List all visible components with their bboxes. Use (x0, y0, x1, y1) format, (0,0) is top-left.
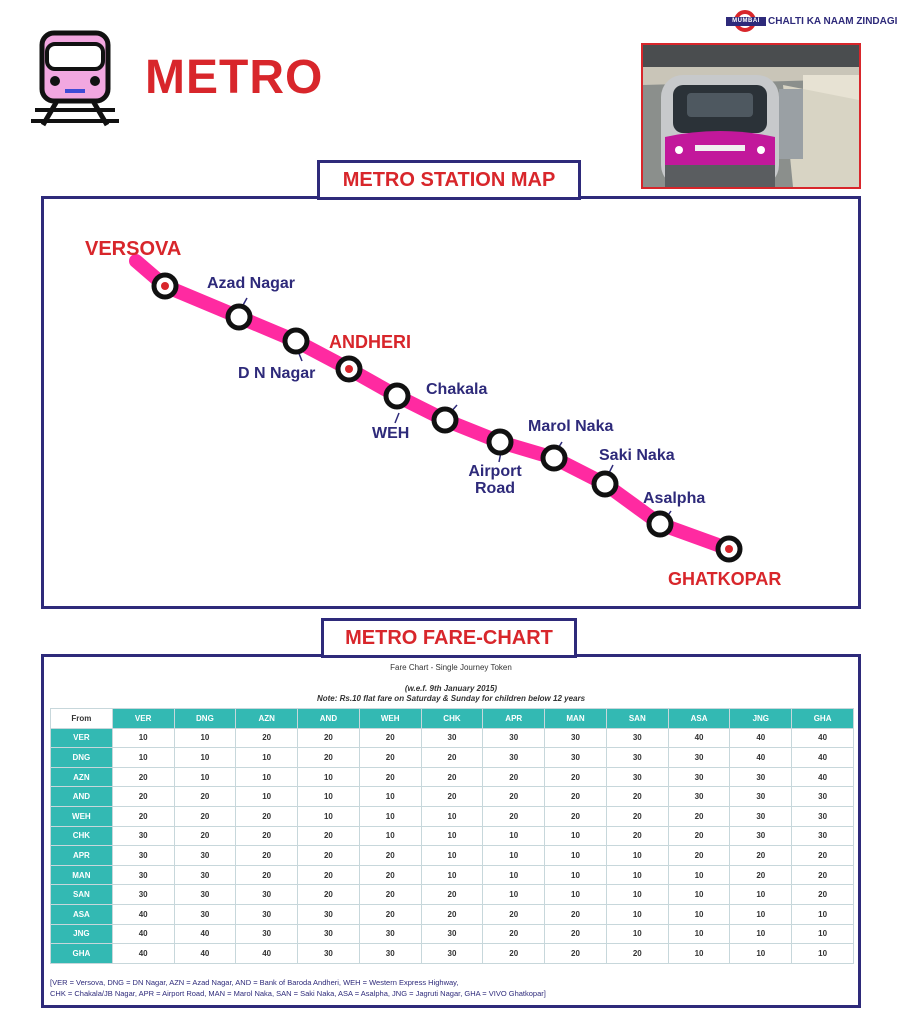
fare-cell: 20 (668, 846, 730, 866)
fare-cell: 20 (236, 865, 298, 885)
fare-cell: 30 (174, 885, 236, 905)
station-dot-andheri (338, 358, 360, 380)
table-row (51, 924, 854, 944)
fare-cell: 20 (298, 826, 360, 846)
fare-cell: 30 (792, 806, 854, 826)
fare-corner-label: From (51, 709, 113, 729)
fare-cell: 30 (236, 885, 298, 905)
fare-row-header: MAN (51, 865, 113, 885)
fare-row-header: ASA (51, 904, 113, 924)
fare-cell: 20 (545, 924, 607, 944)
fare-cell: 10 (668, 885, 730, 905)
fare-cell: 10 (606, 846, 668, 866)
fare-cell: 10 (298, 806, 360, 826)
station-code-legend (50, 977, 546, 999)
fare-cell: 20 (359, 748, 421, 768)
brand-badge: MUMBAI (726, 17, 766, 26)
fare-cell: 30 (298, 924, 360, 944)
fare-column-header: SAN (606, 709, 668, 729)
fare-cell: 20 (792, 865, 854, 885)
fare-cell: 30 (483, 748, 545, 768)
station-label-versova: VERSOVA (85, 238, 182, 260)
fare-cell: 10 (792, 924, 854, 944)
table-row (51, 787, 854, 807)
station-label-azad-nagar: Azad Nagar (207, 275, 296, 292)
metro-train-icon (27, 30, 123, 128)
fare-cell: 30 (236, 904, 298, 924)
fare-cell: 10 (421, 846, 483, 866)
fare-cell: 20 (668, 806, 730, 826)
fare-cell: 20 (421, 904, 483, 924)
fare-cell: 30 (421, 944, 483, 964)
fare-cell: 40 (792, 728, 854, 748)
fare-cell: 30 (359, 924, 421, 944)
fare-cell: 20 (298, 846, 360, 866)
fare-cell: 20 (298, 885, 360, 905)
fare-cell: 10 (359, 806, 421, 826)
table-row (51, 865, 854, 885)
station-map-title: METRO STATION MAP (317, 160, 581, 200)
fare-cell: 30 (421, 728, 483, 748)
fare-cell: 30 (112, 865, 174, 885)
table-row (51, 904, 854, 924)
fare-cell: 20 (298, 748, 360, 768)
table-row (51, 728, 854, 748)
fare-chart-heading: Fare Chart - Single Journey Token (390, 663, 512, 672)
fare-cell: 10 (606, 865, 668, 885)
fare-column-header: MAN (545, 709, 607, 729)
fare-column-header: ASA (668, 709, 730, 729)
fare-cell: 20 (359, 846, 421, 866)
fare-cell: 10 (545, 846, 607, 866)
fare-cell: 10 (236, 787, 298, 807)
fare-cell: 10 (112, 748, 174, 768)
fare-cell: 10 (236, 748, 298, 768)
fare-cell: 20 (298, 865, 360, 885)
legend-line: [VER = Versova, DNG = DN Nagar, AZN = Azad Nagar, AND = Bank of Baroda Andheri, WEH = Western Express Highway, (50, 978, 459, 987)
fare-cell: 30 (359, 944, 421, 964)
fare-cell: 30 (730, 806, 792, 826)
table-row (51, 826, 854, 846)
fare-cell: 40 (174, 924, 236, 944)
fare-cell: 20 (112, 767, 174, 787)
fare-column-header: GHA (792, 709, 854, 729)
fare-cell: 10 (174, 728, 236, 748)
fare-cell: 20 (174, 787, 236, 807)
station-label-chakala: Chakala (426, 381, 488, 398)
brand-logo (726, 10, 896, 36)
fare-cell: 40 (730, 728, 792, 748)
fare-row-header: WEH (51, 806, 113, 826)
station-label-ghatkopar: GHATKOPAR (668, 569, 782, 589)
fare-cell: 20 (545, 806, 607, 826)
fare-cell: 20 (483, 787, 545, 807)
fare-cell: 10 (483, 885, 545, 905)
fare-cell: 20 (483, 944, 545, 964)
fare-cell: 20 (606, 806, 668, 826)
fare-cell: 30 (421, 924, 483, 944)
fare-cell: 20 (359, 885, 421, 905)
fare-row-header: GHA (51, 944, 113, 964)
fare-cell: 20 (298, 728, 360, 748)
fare-cell: 40 (668, 728, 730, 748)
fare-row-header: CHK (51, 826, 113, 846)
fare-cell: 10 (174, 767, 236, 787)
fare-cell: 20 (112, 806, 174, 826)
fare-cell: 20 (236, 806, 298, 826)
fare-column-header: JNG (730, 709, 792, 729)
fare-cell: 30 (174, 846, 236, 866)
fare-cell: 20 (792, 846, 854, 866)
fare-cell: 10 (483, 846, 545, 866)
fare-cell: 30 (545, 748, 607, 768)
fare-cell: 10 (730, 924, 792, 944)
fare-cell: 10 (421, 806, 483, 826)
fare-cell: 30 (298, 904, 360, 924)
legend-line: CHK = Chakala/JB Nagar, APR = Airport Road, MAN = Marol Naka, SAN = Saki Naka, ASA = Asalpha, JNG = Jagruti Nagar, GHA = VIVO Ghatkopar] (50, 989, 546, 998)
fare-cell: 30 (606, 728, 668, 748)
fare-cell: 30 (174, 904, 236, 924)
table-row (51, 846, 854, 866)
fare-note: Note: Rs.10 flat fare on Saturday & Sunday for children below 12 years (316, 694, 586, 703)
fare-effective-date: (w.e.f. 9th January 2015) (404, 684, 498, 693)
fare-chart-title: METRO FARE-CHART (321, 618, 577, 658)
fare-cell: 20 (792, 885, 854, 905)
fare-cell: 10 (421, 826, 483, 846)
fare-cell: 10 (545, 826, 607, 846)
fare-cell: 20 (545, 944, 607, 964)
fare-cell: 30 (792, 787, 854, 807)
fare-cell: 30 (792, 826, 854, 846)
fare-cell: 10 (236, 767, 298, 787)
fare-cell: 20 (545, 787, 607, 807)
station-label-marol-naka: Marol Naka (528, 418, 614, 435)
fare-cell: 10 (359, 787, 421, 807)
fare-cell: 10 (730, 944, 792, 964)
fare-cell: 20 (606, 944, 668, 964)
fare-cell: 30 (483, 728, 545, 748)
fare-cell: 20 (359, 767, 421, 787)
fare-cell: 30 (668, 787, 730, 807)
fare-column-header: CHK (421, 709, 483, 729)
fare-cell: 20 (545, 904, 607, 924)
fare-cell: 20 (359, 728, 421, 748)
fare-cell: 10 (483, 865, 545, 885)
fare-cell: 40 (792, 748, 854, 768)
fare-cell: 30 (606, 748, 668, 768)
fare-cell: 20 (483, 904, 545, 924)
fare-cell: 20 (421, 787, 483, 807)
station-label-andheri: ANDHERI (329, 332, 412, 352)
fare-chart (41, 654, 861, 1008)
fare-row-header: VER (51, 728, 113, 748)
fare-cell: 30 (730, 787, 792, 807)
fare-cell: 10 (545, 885, 607, 905)
fare-cell: 20 (606, 787, 668, 807)
fare-cell: 20 (421, 767, 483, 787)
fare-cell: 10 (359, 826, 421, 846)
fare-column-header: WEH (359, 709, 421, 729)
station-dot-ghatkopar (718, 538, 740, 560)
fare-cell: 10 (668, 904, 730, 924)
station-label-saki-naka: Saki Naka (599, 447, 675, 464)
fare-cell: 20 (668, 826, 730, 846)
fare-column-header: APR (483, 709, 545, 729)
fare-cell: 10 (545, 865, 607, 885)
fare-cell: 30 (606, 767, 668, 787)
fare-cell: 40 (112, 924, 174, 944)
station-dot-chakala (434, 409, 456, 431)
table-row (51, 885, 854, 905)
station-dot-saki-naka (594, 473, 616, 495)
fare-cell: 10 (668, 944, 730, 964)
station-dot-asalpha (649, 513, 671, 535)
fare-cell: 20 (483, 767, 545, 787)
fare-cell: 20 (236, 846, 298, 866)
fare-cell: 40 (112, 904, 174, 924)
fare-cell: 20 (236, 826, 298, 846)
fare-cell: 20 (236, 728, 298, 748)
fare-cell: 40 (112, 944, 174, 964)
fare-cell: 10 (298, 787, 360, 807)
fare-column-header: DNG (174, 709, 236, 729)
fare-row-header: JNG (51, 924, 113, 944)
station-dot-marol-naka (543, 447, 565, 469)
station-dot-weh (386, 385, 408, 407)
metro-train-photo (641, 43, 861, 189)
fare-table (50, 708, 854, 964)
fare-cell: 10 (730, 904, 792, 924)
fare-cell: 20 (421, 748, 483, 768)
fare-cell: 10 (792, 904, 854, 924)
fare-cell: 10 (792, 944, 854, 964)
table-row (51, 944, 854, 964)
fare-cell: 30 (112, 885, 174, 905)
fare-column-header: VER (112, 709, 174, 729)
fare-cell: 20 (606, 826, 668, 846)
station-label-airport-road: Airport Road (468, 463, 522, 497)
fare-cell: 40 (174, 944, 236, 964)
fare-cell: 10 (421, 865, 483, 885)
fare-cell: 30 (668, 748, 730, 768)
station-label-asalpha: Asalpha (643, 490, 706, 507)
fare-row-header: DNG (51, 748, 113, 768)
fare-cell: 30 (730, 767, 792, 787)
station-map (41, 196, 861, 609)
fare-cell: 30 (668, 767, 730, 787)
fare-cell: 20 (730, 846, 792, 866)
fare-cell: 40 (236, 944, 298, 964)
fare-cell: 30 (174, 865, 236, 885)
fare-cell: 10 (668, 924, 730, 944)
fare-row-header: AZN (51, 767, 113, 787)
fare-cell: 20 (421, 885, 483, 905)
fare-cell: 10 (483, 826, 545, 846)
fare-cell: 40 (730, 748, 792, 768)
fare-column-header: AZN (236, 709, 298, 729)
page-title: METRO (145, 51, 324, 104)
fare-cell: 30 (112, 846, 174, 866)
table-row (51, 767, 854, 787)
fare-cell: 20 (359, 865, 421, 885)
fare-cell: 10 (298, 767, 360, 787)
fare-column-header: AND (298, 709, 360, 729)
fare-cell: 10 (606, 885, 668, 905)
fare-cell: 30 (298, 944, 360, 964)
fare-cell: 10 (112, 728, 174, 748)
table-row (51, 748, 854, 768)
fare-row-header: AND (51, 787, 113, 807)
fare-cell: 10 (668, 865, 730, 885)
station-dot-airport-road (489, 431, 511, 453)
station-label-dn-nagar: D N Nagar (238, 365, 316, 382)
fare-cell: 20 (174, 806, 236, 826)
station-dot-versova (154, 275, 176, 297)
metro-line (44, 199, 858, 606)
fare-cell: 20 (483, 806, 545, 826)
fare-cell: 20 (730, 865, 792, 885)
fare-cell: 30 (112, 826, 174, 846)
fare-cell: 20 (545, 767, 607, 787)
fare-cell: 20 (174, 826, 236, 846)
brand-tagline: CHALTI KA NAAM ZINDAGI (768, 16, 898, 27)
fare-cell: 10 (606, 904, 668, 924)
fare-cell: 10 (174, 748, 236, 768)
station-label-weh: WEH (372, 425, 410, 442)
fare-row-header: SAN (51, 885, 113, 905)
fare-cell: 30 (545, 728, 607, 748)
fare-row-header: APR (51, 846, 113, 866)
fare-cell: 20 (112, 787, 174, 807)
fare-cell: 30 (236, 924, 298, 944)
fare-cell: 30 (730, 826, 792, 846)
fare-cell: 20 (359, 904, 421, 924)
station-dot-dn-nagar (285, 330, 307, 352)
fare-cell: 20 (483, 924, 545, 944)
fare-cell: 10 (606, 924, 668, 944)
table-row (51, 806, 854, 826)
fare-cell: 40 (792, 767, 854, 787)
fare-cell: 10 (730, 885, 792, 905)
station-dot-azad-nagar (228, 306, 250, 328)
